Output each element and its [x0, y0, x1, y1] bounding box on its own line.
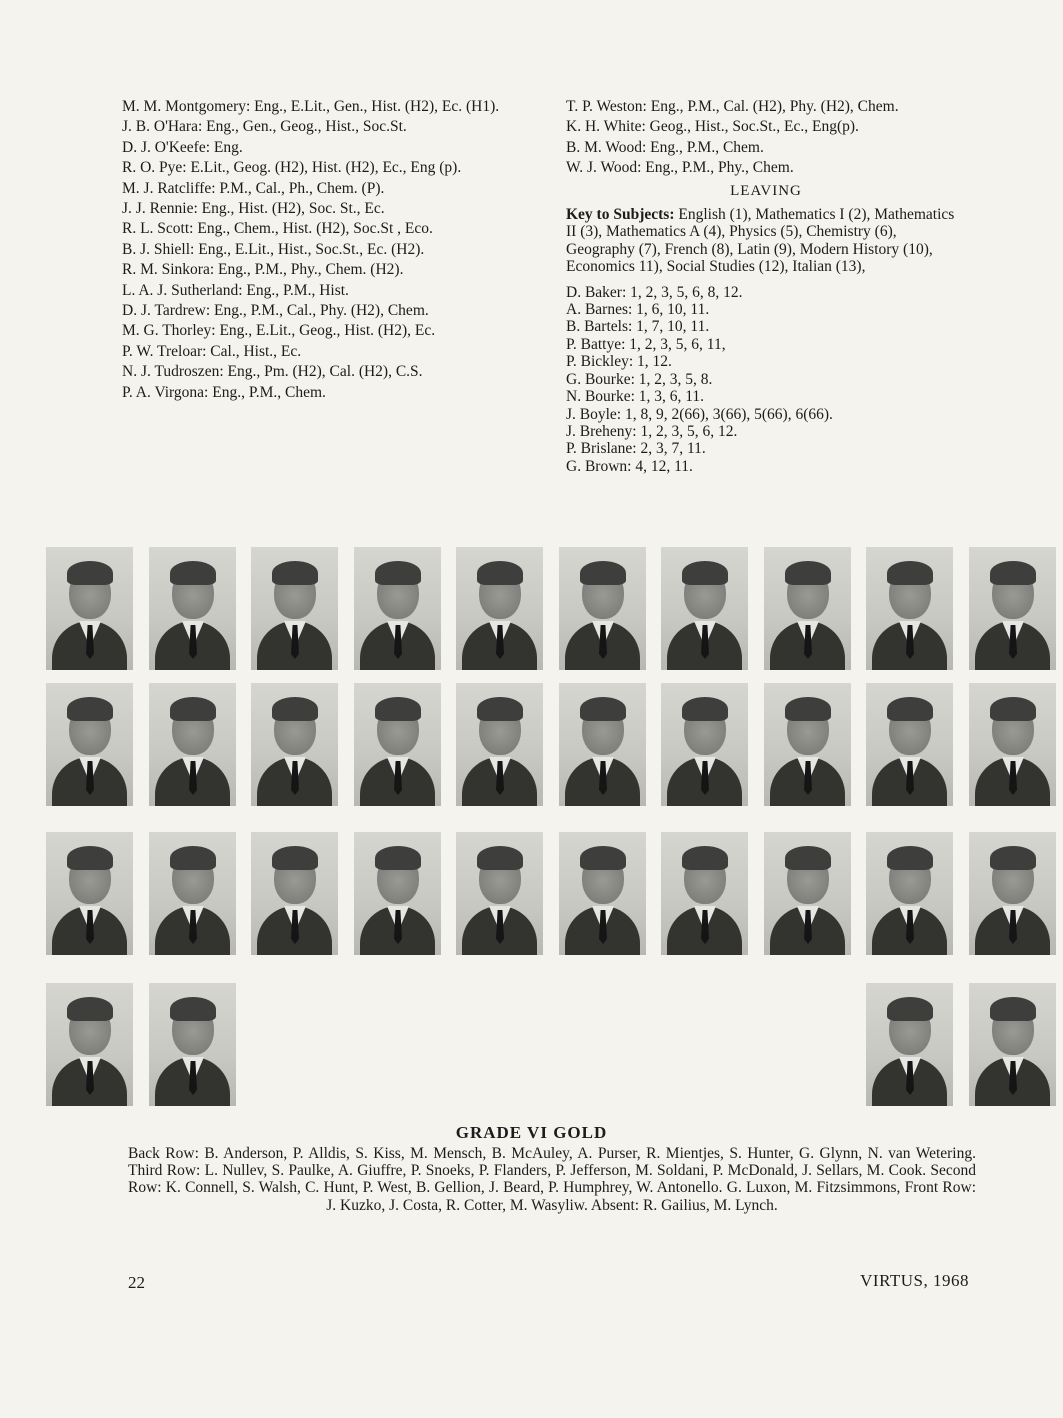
student-portrait: [354, 832, 441, 955]
student-portrait: [661, 832, 748, 955]
results-entry: R. M. Sinkora: Eng., P.M., Phy., Chem. (H2).: [122, 261, 404, 279]
right-column: [566, 98, 966, 475]
results-entry: M. J. Ratcliffe: P.M., Cal., Ph., Chem. (P).: [122, 179, 385, 197]
student-portrait: [456, 547, 543, 670]
portrait-hair: [580, 697, 626, 721]
portrait-hair: [477, 561, 523, 585]
subject-key: [566, 206, 966, 276]
results-entry: J. J. Rennie: Eng., Hist. (H2), Soc. St., Ec.: [122, 200, 385, 218]
page-number: 22: [128, 1273, 145, 1292]
portrait-hair: [990, 561, 1036, 585]
portrait-hair: [887, 561, 933, 585]
portrait-hair: [682, 846, 728, 870]
results-entry: D. J. O'Keefe: Eng.: [122, 138, 243, 156]
student-portrait: [456, 832, 543, 955]
student-portrait: [559, 547, 646, 670]
leaving-entry: G. Bourke: 1, 2, 3, 5, 8.: [566, 370, 713, 388]
student-portrait: [456, 683, 543, 806]
portrait-hair: [887, 846, 933, 870]
portrait-hair: [67, 846, 113, 870]
student-portrait: [559, 683, 646, 806]
portrait-hair: [272, 697, 318, 721]
caption-title: GRADE VI GOLD: [455, 1123, 608, 1142]
student-portrait: [866, 832, 953, 955]
student-portrait: [969, 547, 1056, 670]
student-portrait: [969, 832, 1056, 955]
portrait-hair: [170, 697, 216, 721]
results-entry: M. M. Montgomery: Eng., E.Lit., Gen., Hist. (H2), Ec. (H1).: [122, 98, 500, 115]
student-portrait: [354, 683, 441, 806]
results-entry: W. J. Wood: Eng., P.M., Phy., Chem.: [566, 159, 794, 177]
student-portrait: [969, 683, 1056, 806]
portrait-hair: [477, 846, 523, 870]
portrait-hair: [785, 846, 831, 870]
student-portrait: [46, 832, 133, 955]
leaving-entry: D. Baker: 1, 2, 3, 5, 6, 8, 12.: [566, 283, 743, 301]
results-entry: J. B. O'Hara: Eng., Gen., Geog., Hist., Soc.St.: [122, 118, 407, 136]
caption-text: Back Row: B. Anderson, P. Alldis, S. Kiss, M. Mensch, B. McAuley, A. Purser, R. Mientjes, S. Hunter, G. Glynn, N. van Wetering. Third Row: L. Nullev, S. Paulke, A. Giuffre, P. Snoeks, P. Flanders, P. Jefferson, M. Soldani, P. McDonald, J. Sellars, M. Cook. Second Row: K. Connell, S. Walsh, C. Hunt, P. West, B. Gellion, J. Beard, P. Humphrey, W. Antonello. G. Luxon, M. Fitzsimmons, Front Row: J. Kuzko, J. Costa, R. Cotter, M. Wasyliw. Absent: R. Gailius, M. Lynch.: [128, 1145, 976, 1214]
student-portrait: [46, 683, 133, 806]
portrait-hair: [580, 846, 626, 870]
results-entry: R. O. Pye: E.Lit., Geog. (H2), Hist. (H2), Ec., Eng (p).: [122, 159, 462, 177]
student-portrait: [866, 983, 953, 1106]
portrait-hair: [170, 846, 216, 870]
leaving-entry: N. Bourke: 1, 3, 6, 11.: [566, 388, 705, 406]
leaving-entry: P. Bickley: 1, 12.: [566, 353, 672, 371]
leaving-entry: A. Barnes: 1, 6, 10, 11.: [566, 301, 710, 319]
results-entry: K. H. White: Geog., Hist., Soc.St., Ec., Eng(p).: [566, 118, 859, 136]
portrait-hair: [375, 561, 421, 585]
student-portrait: [46, 547, 133, 670]
student-portrait: [149, 547, 236, 670]
results-entry: T. P. Weston: Eng., P.M., Cal. (H2), Phy. (H2), Chem.: [566, 98, 899, 115]
photo-row: [40, 832, 1040, 967]
results-entry: B. J. Shiell: Eng., E.Lit., Hist., Soc.St., Ec. (H2).: [122, 240, 425, 258]
portrait-hair: [170, 561, 216, 585]
results-entry: P. W. Treloar: Cal., Hist., Ec.: [122, 342, 302, 360]
portrait-hair: [67, 697, 113, 721]
portrait-hair: [887, 697, 933, 721]
leaving-entry: B. Bartels: 1, 7, 10, 11.: [566, 318, 710, 336]
student-portrait: [559, 832, 646, 955]
student-portrait: [251, 832, 338, 955]
student-portrait: [354, 547, 441, 670]
student-portrait: [764, 547, 851, 670]
student-portrait: [866, 547, 953, 670]
portrait-hair: [170, 997, 216, 1021]
leaving-entry: P. Battye: 1, 2, 3, 5, 6, 11,: [566, 335, 726, 353]
photo-row: [40, 547, 1040, 682]
portrait-hair: [67, 561, 113, 585]
portrait-hair: [887, 997, 933, 1021]
results-entry: P. A. Virgona: Eng., P.M., Chem.: [122, 383, 326, 401]
results-entry: B. M. Wood: Eng., P.M., Chem.: [566, 138, 764, 156]
student-portrait: [149, 983, 236, 1106]
student-portrait: [251, 683, 338, 806]
results-entry: R. L. Scott: Eng., Chem., Hist. (H2), Soc.St , Eco.: [122, 220, 433, 238]
leaving-entry: J. Breheny: 1, 2, 3, 5, 6, 12.: [566, 422, 738, 440]
student-portrait: [866, 683, 953, 806]
student-portrait: [764, 832, 851, 955]
leaving-entry: G. Brown: 4, 12, 11.: [566, 457, 693, 475]
portrait-hair: [67, 997, 113, 1021]
portrait-hair: [785, 561, 831, 585]
portrait-hair: [682, 561, 728, 585]
student-portrait: [149, 683, 236, 806]
student-portrait: [764, 683, 851, 806]
portrait-hair: [580, 561, 626, 585]
portrait-hair: [375, 697, 421, 721]
photo-row: [40, 683, 1040, 818]
portrait-hair: [375, 846, 421, 870]
portrait-hair: [272, 846, 318, 870]
key-text: English (1), Mathematics I (2), Mathematics II (3), Mathematics A (4), Physics (5), Chemistry (6), Geography (7), French (8), Latin (9), Modern History (10), Economics 11), Social Studies (12), Italian (13),: [566, 206, 955, 276]
student-portrait: [251, 547, 338, 670]
running-title: VIRTUS, 1968: [860, 1271, 969, 1290]
photo-row: [40, 983, 1040, 1118]
student-portrait: [661, 547, 748, 670]
leaving-heading: LEAVING: [730, 182, 802, 199]
student-portrait: [46, 983, 133, 1106]
portrait-hair: [990, 997, 1036, 1021]
left-column: [122, 98, 512, 404]
student-portrait: [149, 832, 236, 955]
portrait-hair: [990, 697, 1036, 721]
student-portrait: [661, 683, 748, 806]
results-entry: N. J. Tudroszen: Eng., Pm. (H2), Cal. (H2), C.S.: [122, 363, 423, 381]
results-entry: L. A. J. Sutherland: Eng., P.M., Hist.: [122, 281, 349, 299]
portrait-hair: [990, 846, 1036, 870]
results-entry: D. J. Tardrew: Eng., P.M., Cal., Phy. (H2), Chem.: [122, 302, 429, 320]
leaving-entry: P. Brislane: 2, 3, 7, 11.: [566, 440, 706, 458]
portrait-hair: [785, 697, 831, 721]
leaving-entry: J. Boyle: 1, 8, 9, 2(66), 3(66), 5(66), 6(66).: [566, 405, 833, 423]
portrait-hair: [477, 697, 523, 721]
results-entry: M. G. Thorley: Eng., E.Lit., Geog., Hist. (H2), Ec.: [122, 322, 436, 340]
portrait-hair: [272, 561, 318, 585]
student-portrait: [969, 983, 1056, 1106]
portrait-hair: [682, 697, 728, 721]
key-label: Key to Subjects:: [566, 206, 675, 224]
